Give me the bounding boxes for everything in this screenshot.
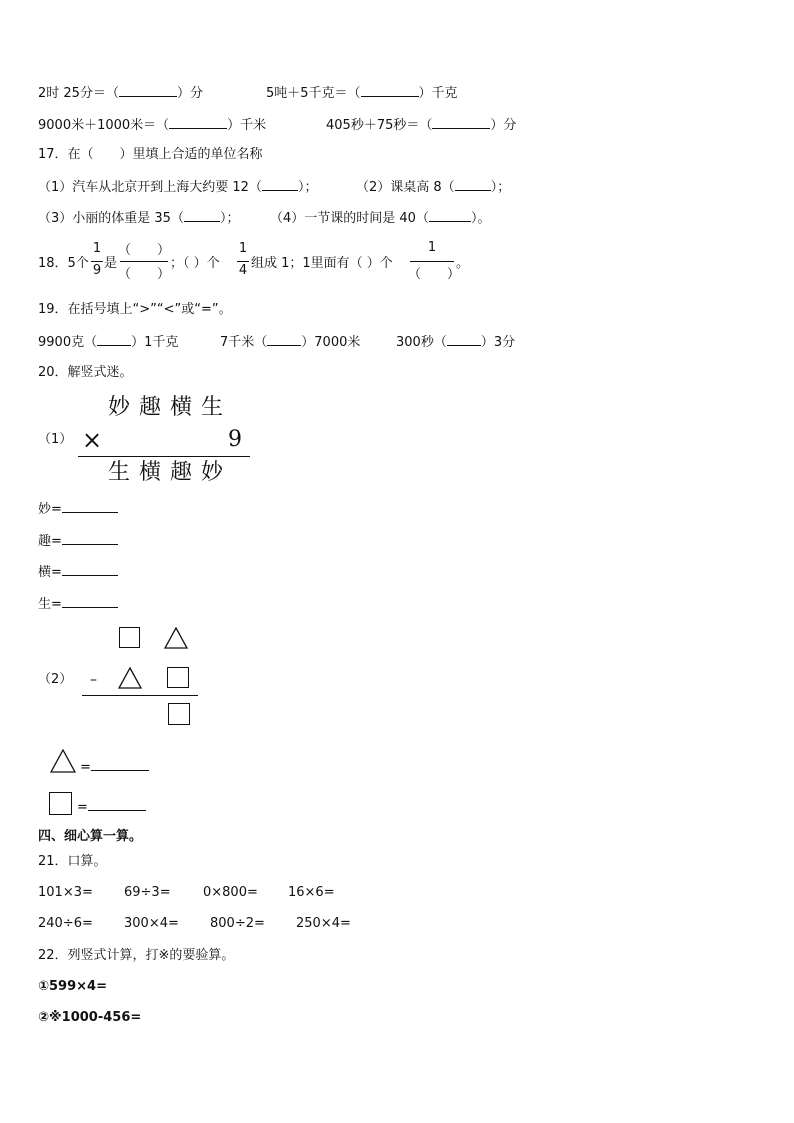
q19-compare-3: 300秒（ ）3分 [396, 332, 515, 352]
answer-blank[interactable] [447, 332, 481, 346]
q17-part4: （4）一节课的时间是 40（ ）。 [270, 208, 490, 228]
fraction-bar [91, 261, 103, 262]
q17-part1: （1）汽车从北京开到上海大约要 12（ ）； [38, 177, 317, 197]
fraction-denominator: 9 [92, 263, 102, 278]
q22-title: 22．列竖式计算，打※的要验算。 [38, 948, 235, 963]
answer-blank[interactable] [361, 83, 419, 97]
puzzle-divider-line [78, 456, 250, 457]
q22-item-2: ②※1000-456= [38, 1010, 142, 1025]
fraction-denominator: 4 [238, 263, 248, 278]
square-icon [168, 703, 190, 725]
q20-title: 20．解竖式迷。 [38, 365, 133, 380]
conversion-hours-minutes: 2时 25分＝（ ）分 [38, 83, 203, 103]
answer-blank[interactable] [62, 594, 118, 608]
multiplier-nine: 9 [228, 427, 242, 452]
answer-denominator-blank[interactable]: （ ） [408, 267, 461, 282]
mental-calc-item: 16×6= [288, 885, 335, 900]
mental-calc-item: 101×3= [38, 885, 93, 900]
q19-compare-1: 9900克（ ）1千克 [38, 332, 178, 352]
section-4-title: 四、细心算一算。 [38, 829, 143, 844]
q18-prefix: 18．5个 [38, 256, 89, 271]
answer-blank[interactable] [432, 115, 490, 129]
answer-qu: 趣= [38, 531, 118, 551]
times-sign: × [82, 426, 103, 454]
answer-triangle: = [80, 757, 149, 777]
square-icon [49, 792, 72, 815]
answer-blank[interactable] [429, 208, 471, 222]
answer-blank[interactable] [262, 177, 298, 191]
answer-blank[interactable] [62, 531, 118, 545]
answer-blank[interactable] [97, 332, 131, 346]
q17-title: 17．在（ ）里填上合适的单位名称 [38, 147, 263, 162]
mental-calc-item: 800÷2= [210, 916, 265, 931]
puzzle-row-multiplicand: 妙 趣 横 生 [108, 395, 224, 420]
answer-sheng: 生= [38, 594, 118, 614]
answer-blank[interactable] [62, 562, 118, 576]
mental-calc-item: 0×800= [203, 885, 258, 900]
answer-miao: 妙= [38, 499, 118, 519]
mental-calc-item: 240÷6= [38, 916, 93, 931]
q19-title: 19．在括号填上“>”“<”或“=”。 [38, 302, 232, 317]
square-icon [167, 667, 189, 688]
mental-calc-item: 300×4= [124, 916, 179, 931]
mental-calc-item: 69÷3= [124, 885, 171, 900]
answer-blank[interactable] [267, 332, 301, 346]
fraction-bar [120, 261, 168, 262]
answer-blank[interactable] [184, 208, 220, 222]
q18-mid1: ；（ ）个 [170, 256, 220, 271]
answer-heng: 横= [38, 562, 118, 582]
mental-calc-item: 250×4= [296, 916, 351, 931]
conversion-tons-kg: 5吨＋5千克＝（ ）千克 [266, 83, 458, 103]
answer-denominator-blank[interactable]: （ ） [118, 267, 171, 282]
answer-numerator-blank[interactable]: （ ） [118, 243, 171, 258]
answer-blank[interactable] [455, 177, 491, 191]
answer-square: = [77, 797, 146, 817]
puzzle-row-product: 生 横 趣 妙 [108, 460, 224, 485]
q21-title: 21．口算。 [38, 854, 107, 869]
fraction-bar [410, 261, 454, 262]
q22-item-1: ①599×4= [38, 979, 107, 994]
q17-part3: （3）小丽的体重是 35（ ）； [38, 208, 239, 228]
answer-blank[interactable] [88, 797, 146, 811]
answer-blank[interactable] [91, 757, 149, 771]
q18-end: 。 [456, 256, 470, 271]
answer-blank[interactable] [169, 115, 227, 129]
fraction-numerator: 1 [92, 241, 102, 256]
minus-sign: – [90, 672, 97, 688]
q18-mid2: 组成 1；1里面有（ ）个 [251, 256, 393, 271]
square-icon [119, 627, 140, 648]
fraction-numerator: 1 [427, 240, 437, 255]
q19-compare-2: 7千米（ ）7000米 [220, 332, 360, 352]
q17-part2: （2）课桌高 8（ ）； [356, 177, 510, 197]
q18-is: 是 [104, 256, 118, 271]
puzzle-divider-line [82, 695, 198, 696]
fraction-bar [237, 261, 249, 262]
puzzle-2-label: （2） [38, 672, 73, 687]
triangle-icon [118, 667, 142, 689]
triangle-icon [50, 749, 76, 773]
triangle-icon [164, 627, 188, 649]
puzzle-1-label: （1） [38, 432, 73, 447]
fraction-numerator: 1 [238, 241, 248, 256]
answer-blank[interactable] [62, 499, 118, 513]
answer-blank[interactable] [119, 83, 177, 97]
conversion-seconds-minutes: 405秒＋75秒＝（ ）分 [326, 115, 516, 135]
conversion-meters-km: 9000米＋1000米＝（ ）千米 [38, 115, 266, 135]
